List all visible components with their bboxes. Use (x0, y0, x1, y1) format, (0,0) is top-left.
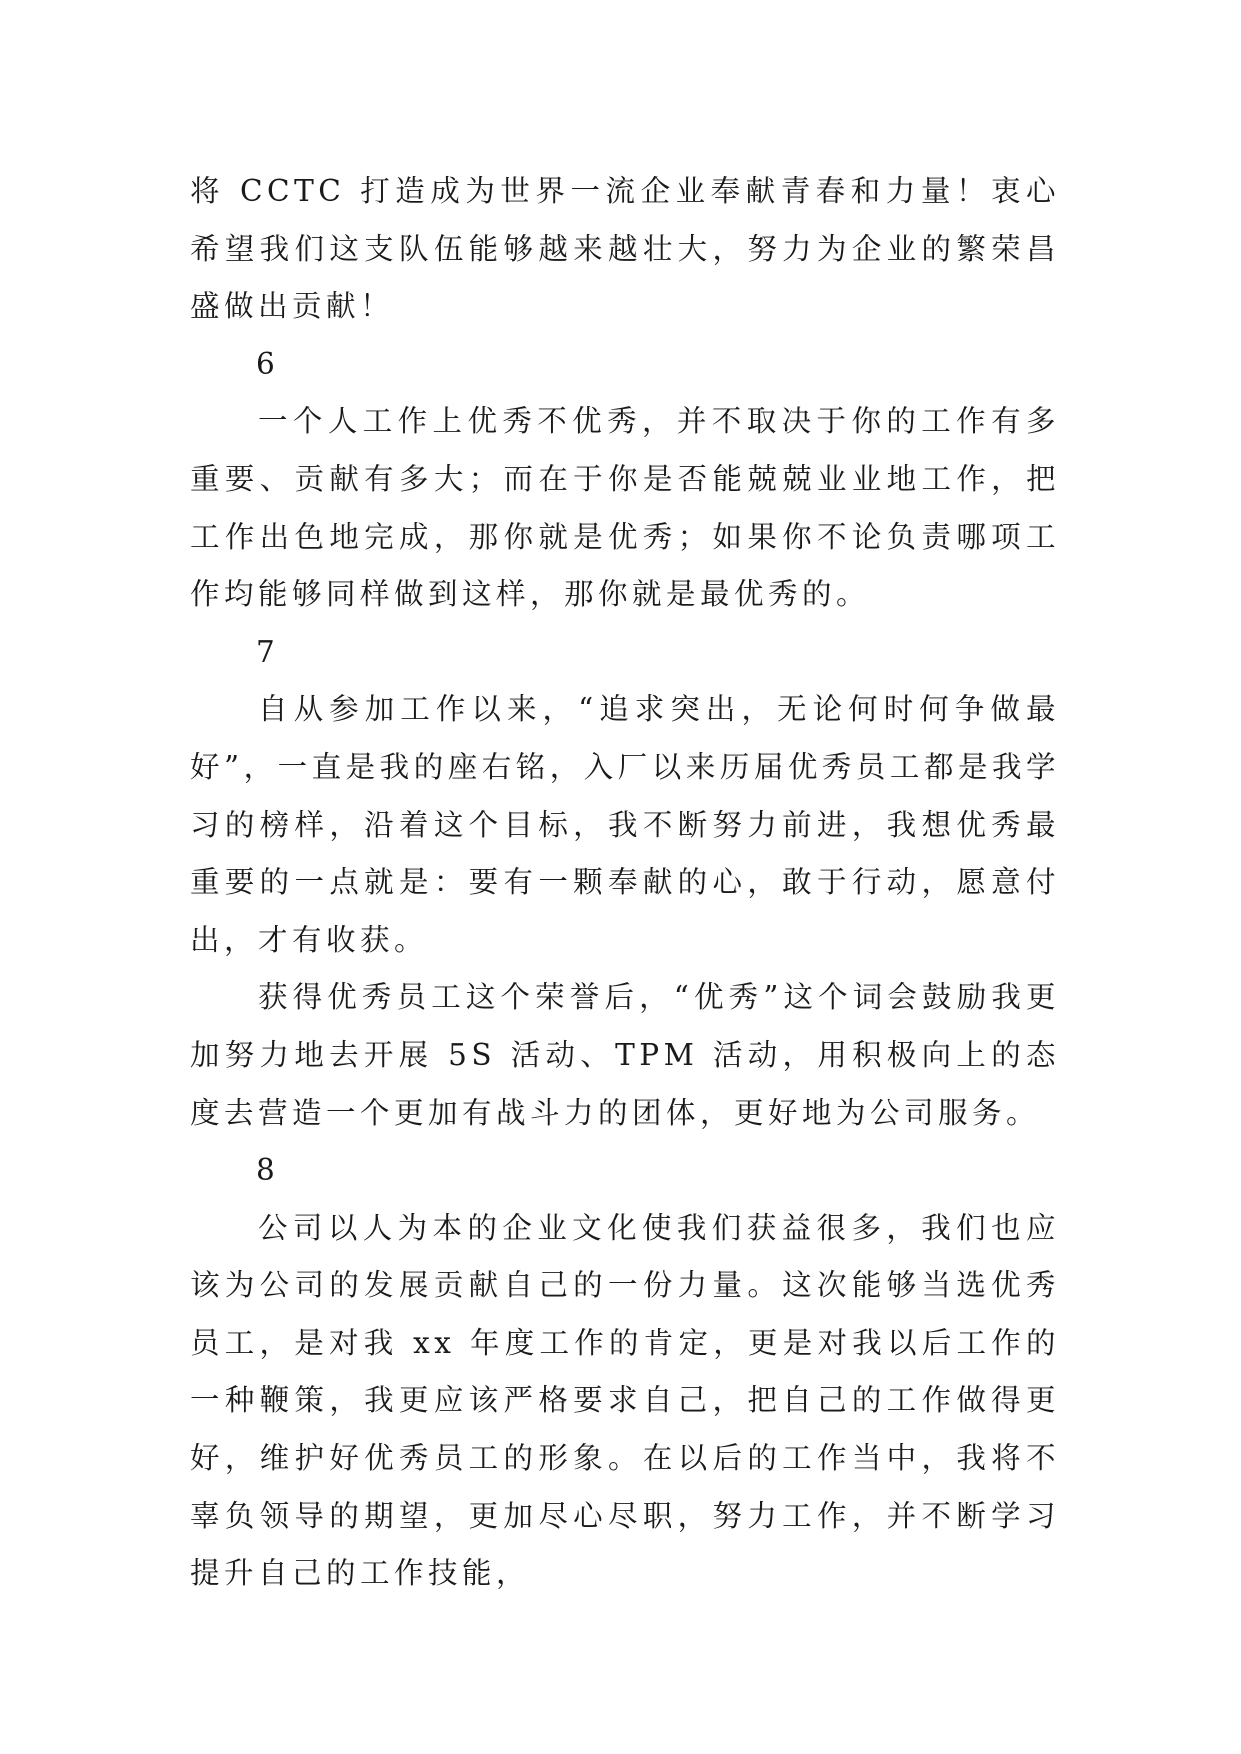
section-number-6: 6 (256, 346, 275, 381)
paragraph-motto: 自从参加工作以来，“追求突出，无论何时何争做最好”，一直是我的座右铭，入厂以来历届优秀员工都是我学习的榜样，沿着这个目标，我不断努力前进，我想优秀最重要的一点就是：要有一颗奉献的心，敢于行动，愿意付出，才有收获。 (190, 692, 1060, 957)
paragraph-honor: 获得优秀员工这个荣誉后，“优秀”这个词会鼓励我更加努力地去开展 5S 活动、TPM 活动，用积极向上的态度去营造一个更加有战斗力的团体，更好地为公司服务。 (190, 980, 1060, 1130)
paragraph-company-culture: 公司以人为本的企业文化使我们获益很多，我们也应该为公司的发展贡献自己的一份力量。这次能够当选优秀员工，是对我 xx 年度工作的肯定，更是对我以后工作的一种鞭策，我更应该严格要求自己，把自己的工作做得更好，维护好优秀员工的形象。在以后的工作当中，我将不辜负领导的期望，更加尽心尽职，努力工作，并不断学习提升自己的工作技能， (190, 1210, 1060, 1591)
document-body (190, 163, 1060, 1603)
section-number-8: 8 (256, 1153, 275, 1188)
paragraph-excellence: 一个人工作上优秀不优秀，并不取决于你的工作有多重要、贡献有多大；而在于你是否能兢兢业业地工作，把工作出色地完成，那你就是优秀；如果你不论负责哪项工作均能够同样做到这样，那你就是最优秀的。 (190, 404, 1060, 612)
paragraph-cctc: 将 CCTC 打造成为世界一流企业奉献青春和力量！衷心希望我们这支队伍能够越来越壮大，努力为企业的繁荣昌盛做出贡献！ (190, 174, 1060, 324)
section-number-7: 7 (256, 634, 275, 669)
